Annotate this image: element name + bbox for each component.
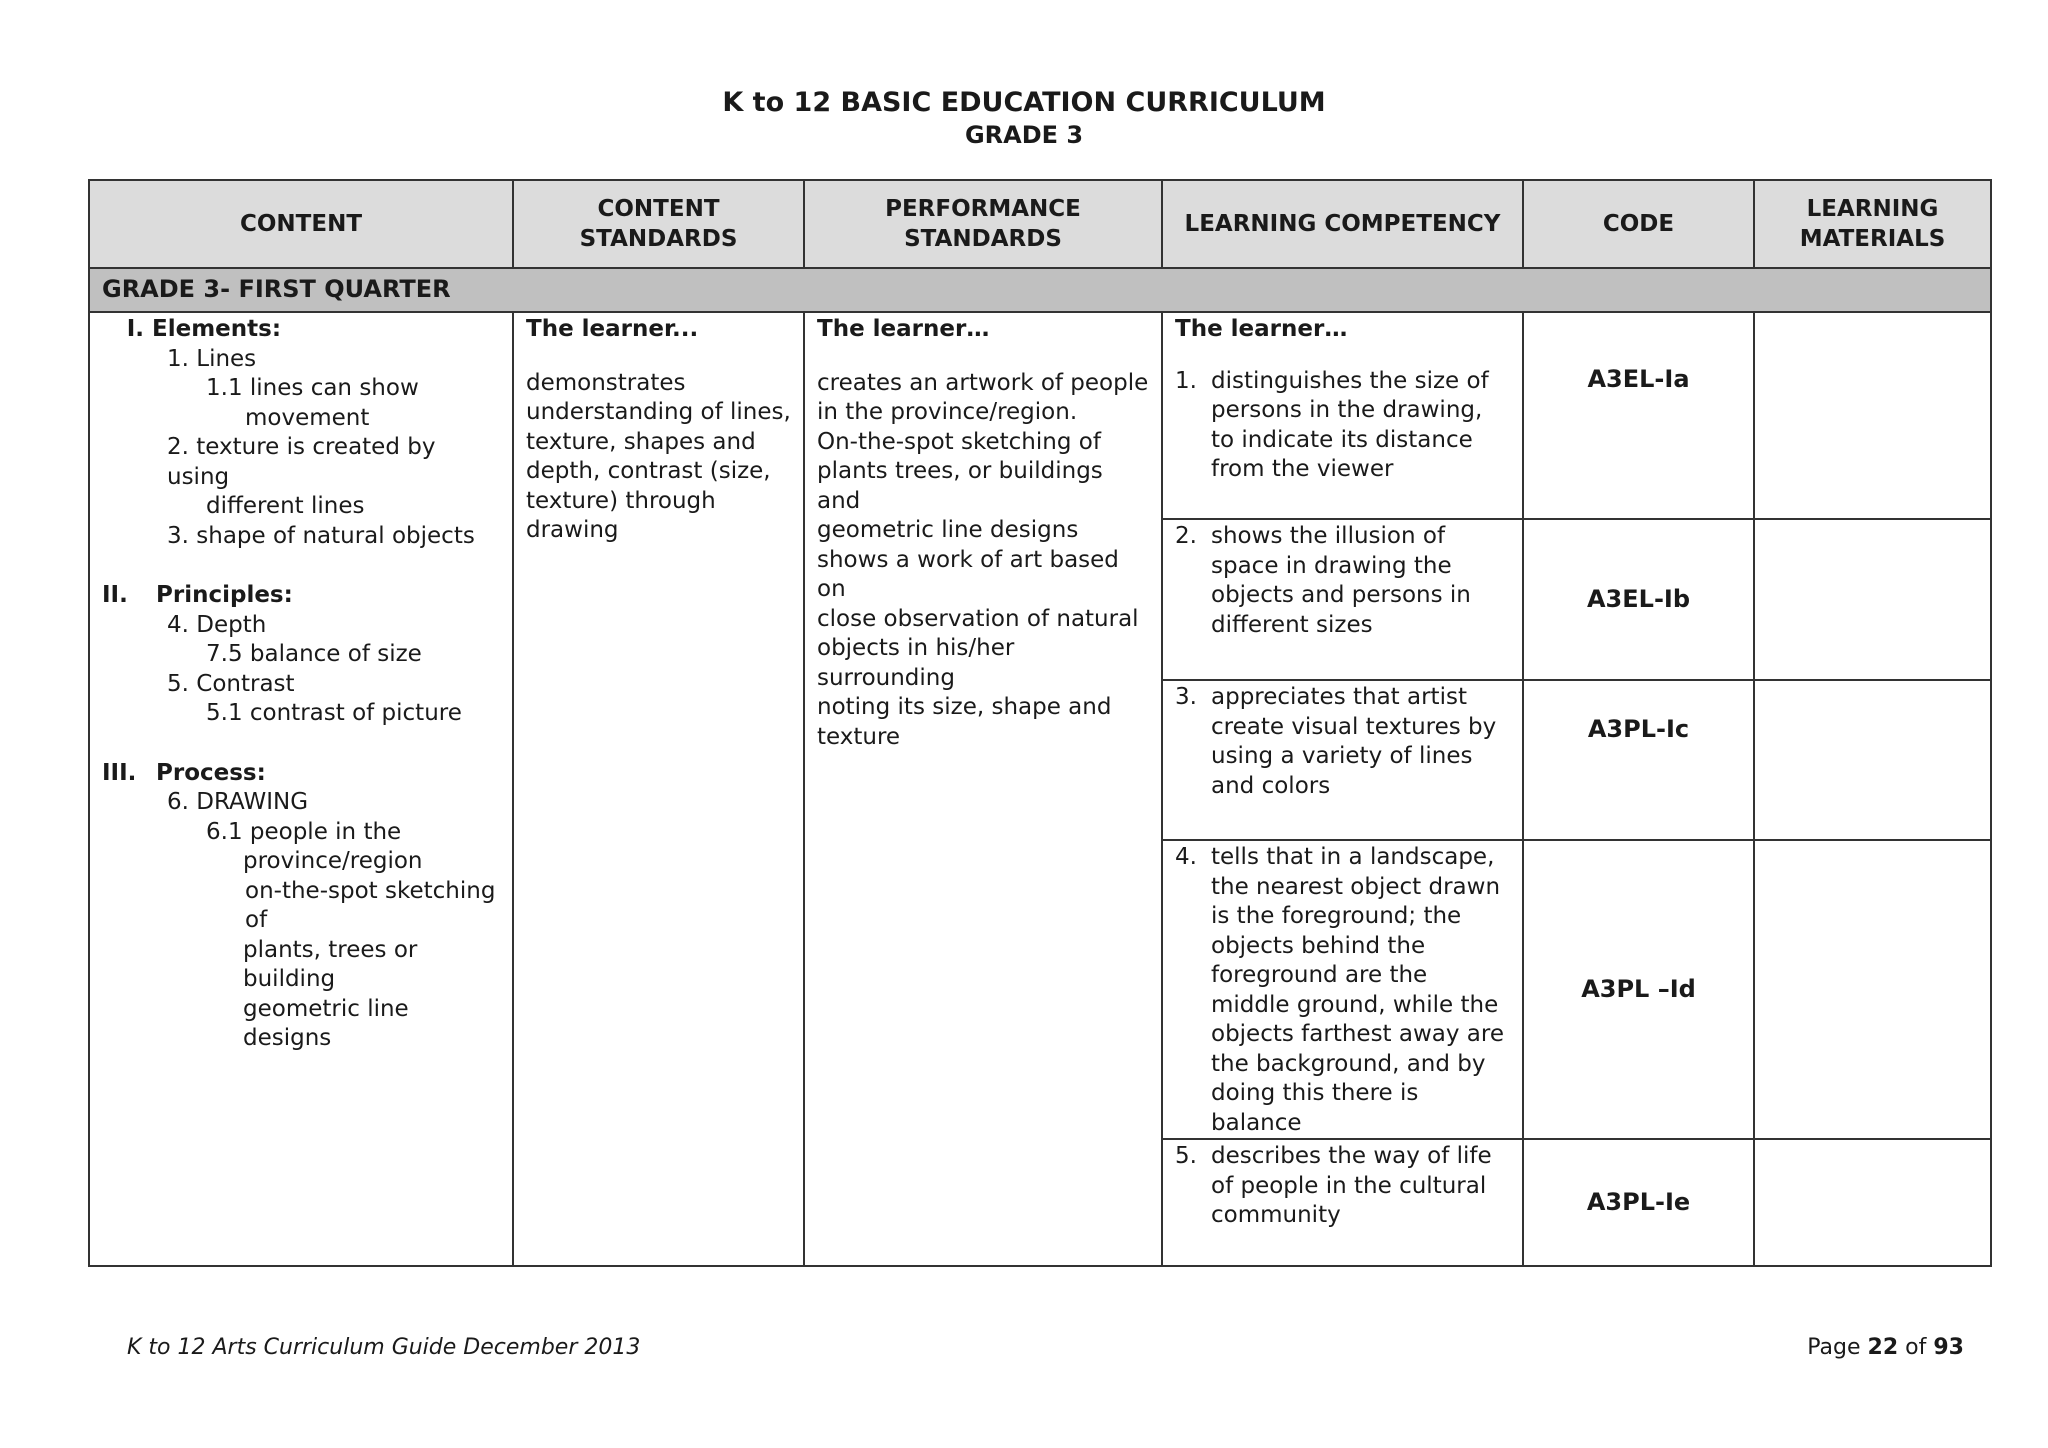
code-cell: A3PL-Ie: [1523, 1139, 1754, 1266]
code-cell: A3PL –Id: [1523, 840, 1754, 1139]
column-header-code: CODE: [1523, 180, 1754, 268]
content-standards-cell: The learner... demonstrates understanding of lines, texture, shapes and depth, contrast (size, texture) through drawing: [513, 312, 804, 1266]
column-header-content-standards: CONTENT STANDARDS: [513, 180, 804, 268]
competency-cell: [1162, 519, 1523, 680]
content-section-principles: II. Principles:: [102, 582, 293, 608]
competency-cell: The learner… 1. distinguishes the size of persons in the drawing, to indicate its distance from the viewer: [1162, 312, 1523, 519]
content-section-elements: I. Elements:: [126, 316, 282, 342]
document-title: K to 12 BASIC EDUCATION CURRICULUM: [722, 87, 1326, 118]
column-header-performance-standards: PERFORMANCE STANDARDS: [804, 180, 1162, 268]
code-cell: A3PL-Ic: [1523, 680, 1754, 840]
footer-guide-title: K to 12 Arts Curriculum Guide December 2013: [127, 1335, 641, 1360]
competency-item: 2. shows the illusion of space in drawing the objects and persons in different sizes: [1175, 523, 1471, 638]
table-header-row: [89, 180, 1991, 268]
column-header-learning-materials: LEARNING MATERIALS: [1754, 180, 1991, 268]
competency-item: 4. tells that in a landscape, the nearest object drawn is the foreground; the objects behind the foreground are the middle ground, while the objects farthest away are the background, and by doing this there is balance: [1175, 844, 1504, 1136]
table-row: [89, 312, 1991, 519]
competency-item: 3. appreciates that artist create visual textures by using a variety of lines and colors: [1175, 684, 1497, 799]
materials-cell: [1754, 1139, 1991, 1266]
column-header-learning-competency: LEARNING COMPETENCY: [1162, 180, 1523, 268]
performance-standards-cell: The learner… creates an artwork of people in the province/region. On-the-spot sketching of plants trees, or buildings and geometric line designs shows a work of art based on close observation of natural objects in his/her surrounding noting its size, shape and texture: [804, 312, 1162, 1266]
quarter-row: [89, 268, 1991, 312]
code-cell: A3EL-Ib: [1523, 519, 1754, 680]
code-cell: A3EL-Ia: [1523, 312, 1754, 519]
competency-item: 1. distinguishes the size of persons in the drawing, to indicate its distance from the viewer: [1175, 367, 1489, 482]
materials-cell: [1754, 312, 1991, 519]
materials-cell: [1754, 840, 1991, 1139]
column-header-content: CONTENT: [89, 180, 513, 268]
document-subtitle: GRADE 3: [964, 121, 1084, 149]
materials-cell: [1754, 680, 1991, 840]
competency-cell: [1162, 840, 1523, 1139]
curriculum-table: [88, 179, 1992, 1267]
materials-cell: [1754, 519, 1991, 680]
competency-cell: [1162, 1139, 1523, 1266]
quarter-label: GRADE 3- FIRST QUARTER: [89, 268, 1991, 312]
content-section-process: III. Process:: [102, 759, 266, 786]
competency-cell: [1162, 680, 1523, 840]
content-cell: I. Elements: 1. Lines 1.1 lines can show movement 2. texture is created by using different lines 3. shape of natural objects II. Principles: 4. Depth 7.5 balance of size 5. Contrast 5.1 contrast of picture III. Process: 6. DRAWING 6.1 people in the province/region on-the-spot sketching of plants, trees or building geometric line designs: [89, 312, 513, 1266]
footer-page-number: Page 22 of 93: [1807, 1335, 1964, 1360]
competency-item: 5. describes the way of life of people in the cultural community: [1175, 1143, 1492, 1228]
